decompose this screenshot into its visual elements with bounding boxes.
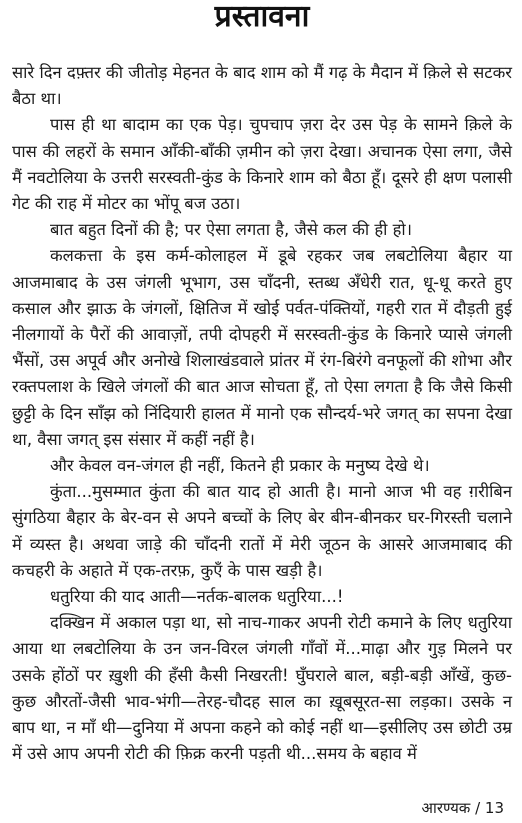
paragraph-2: पास ही था बादाम का एक पेड़। चुपचाप ज़रा देर उस पेड़ के सामने क़िले के पास की लहरों के समान आँकी-बाँकी ज़मीन को ज़रा देखा। अचानक ऐसा लगा, जैसे मैं नवटोलिया के उत्तरी सरस्वती-कुंड के किनारे शाम को बैठा हूँ। दूसरे ही क्षण पलासी गेट की राह में मोटर का भोंपू बज उठा। <box>12 115 512 214</box>
paragraph-6: कुंता...मुसम्मात कुंता की बात याद हो आती है। मानो आज भी वह ग़रीबिन सुंगठिया बैहार के बेर-वन से अपने बच्चों के लिए बेर बीन-बीनकर घर-गिरस्ती चलाने में व्यस्त है। अथवा जाड़े की चाँदनी रातों में मेरी जूठन के आसरे आजमाबाद की कचहरी के अहाते में एक-तरफ़, कुएँ के पास खड़ी है। <box>12 482 512 580</box>
paragraph-4: कलकत्ता के इस कर्म-कोलाहल में डूबे रहकर जब लबटोलिया बैहार या आजमाबाद के उस जंगली भूभाग, उस चाँदनी, स्तब्ध अँधेरी रात, धू-धू करते हुए कसाल और झाऊ के जंगलों, क्षितिज में खोई पर्वत-पंक्तियों, गहरी रात में दौड़ती हुई नीलगायों के पैरों की आवाज़ों, तपी दोपहरी में सरस्वती-कुंड के किनारे प्यासे जंगली भैंसों, उस अपूर्व और अनोखे शिलाखंडवाले प्रांतर में रंग-बिरंगे वनफूलों की शोभा और रक्तपलाश के खिले जंगलों की बात आज सोचता हूँ, तो ऐसा लगता है कि जैसे किसी छुट्टी के दिन साँझ को निंदियारी हालत में मानो एक सौन्दर्य-भरे जगत् का सपना देखा था, वैसा जगत् इस संसार में कहीं नहीं है। <box>12 246 512 449</box>
page-footer <box>422 797 505 819</box>
paragraph-8: दक्खिन में अकाल पड़ा था, सो नाच-गाकर अपनी रोटी कमाने के लिए धतुरिया आया था लबटोलिया के उन जन-विरल जंगली गाँवों में...माढ़ा और गुड़ मिलने पर उसके होंठों पर ख़ुशी की हँसी कैसी निखरती! घुँघराले बाल, बड़ी-बड़ी आँखें, कुछ-कुछ औरतों-जैसी भाव-भंगी—तेरह-चौदह साल का ख़ूबसूरत-सा लड़का। उसके न बाप था, न माँ थी—दुनिया में अपना कहने को कोई नहीं था—इसीलिए उस छोटी उम्र में उसे आप अपनी रोटी की फ़िक्र करनी पड़ती थी...समय के बहाव में <box>12 613 512 764</box>
paragraph-5: और केवल वन-जंगल ही नहीं, कितने ही प्रकार के मनुष्य देखे थे। <box>50 456 430 476</box>
body-text <box>12 60 512 767</box>
paragraph-7: धतुरिया की याद आती—नर्तक-बालक धतुरिया...! <box>50 587 344 607</box>
footer-book-title: आरण्यक <box>421 799 471 817</box>
page-number: 13 <box>484 799 504 817</box>
page-title: प्रस्तावना <box>214 0 310 34</box>
paragraph-1: सारे दिन दफ़्तर की जीतोड़ मेहनत के बाद शाम को मैं गढ़ के मैदान में क़िले से सटकर बैठा था। <box>12 63 512 109</box>
footer-separator: / <box>470 799 485 817</box>
paragraph-3: बात बहुत दिनों की है; पर ऐसा लगता है, जैसे कल की ही हो। <box>50 220 412 240</box>
